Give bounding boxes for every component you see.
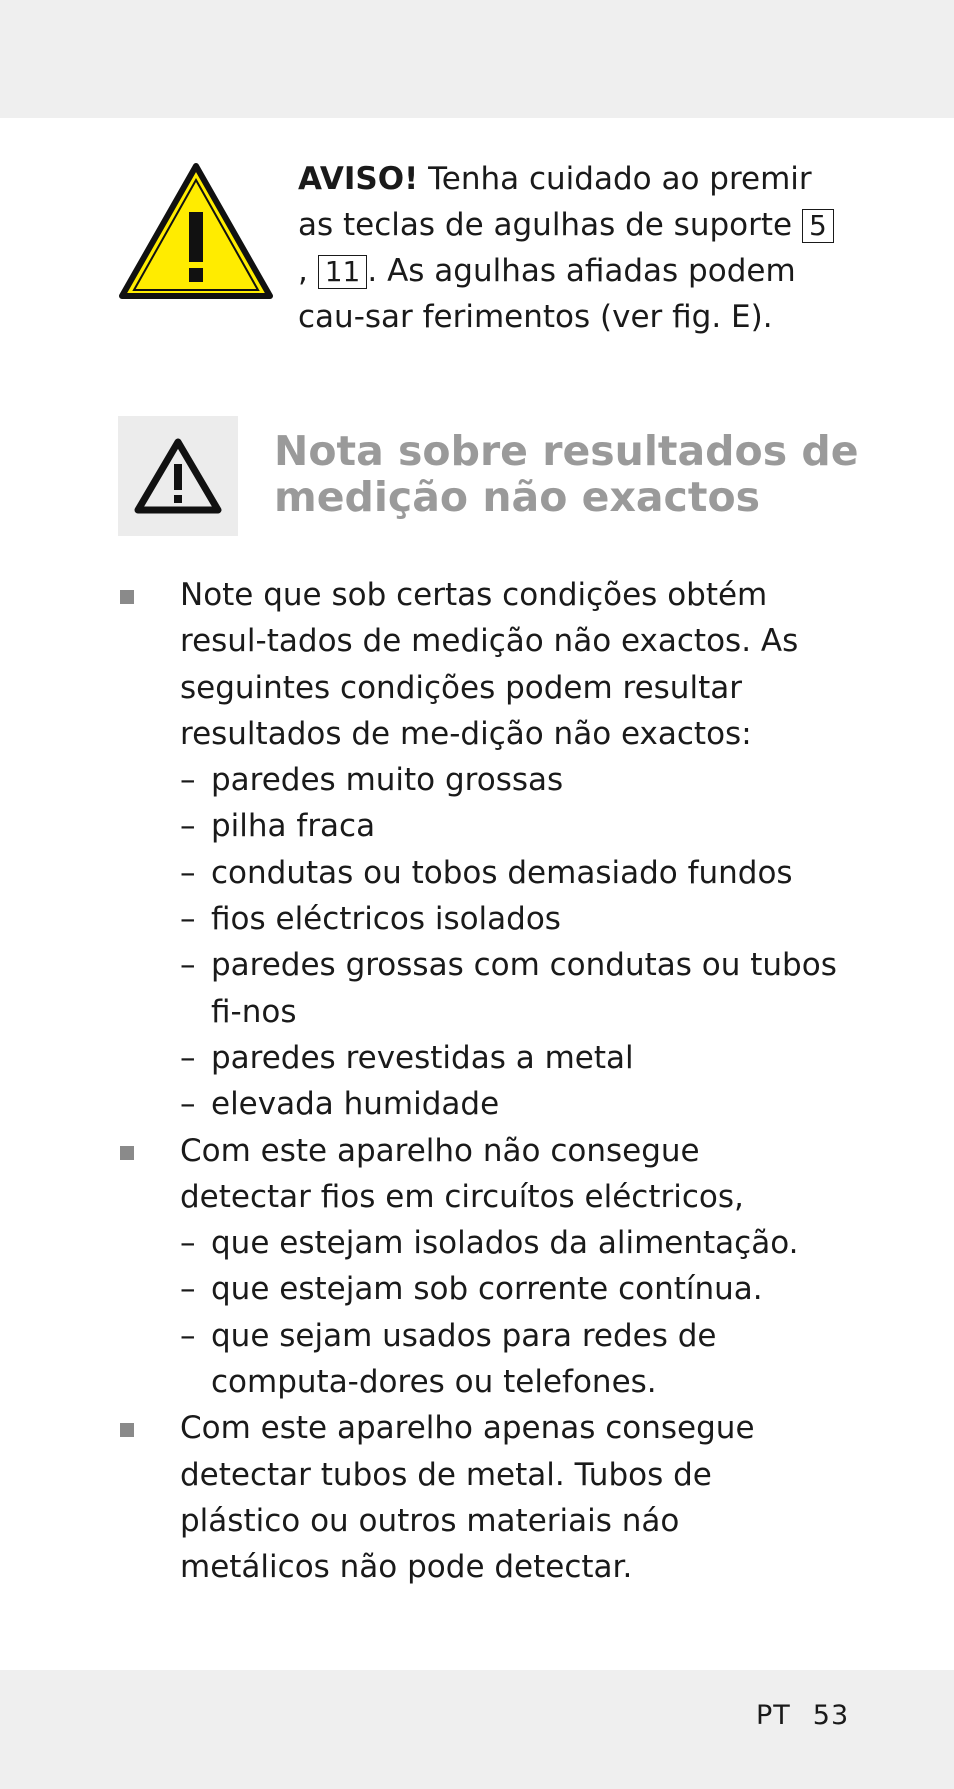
warning-text-3: . As agulhas afiadas podem cau-sar ferimentos (ver fig. E). <box>298 253 796 335</box>
bullet-square <box>120 1423 134 1437</box>
note-icon-box <box>118 416 238 536</box>
notes-list <box>118 572 838 1591</box>
warning-text-2: , <box>298 253 308 289</box>
sub-item: – paredes muito grossas <box>180 762 564 799</box>
warning-text-1: Tenha cuidado ao premir as teclas de agulhas de suporte <box>298 161 812 243</box>
ref-5: 5 <box>802 209 834 243</box>
sub-item: – fios eléctricos isolados <box>180 901 561 938</box>
warning-triangle-icon <box>118 162 274 302</box>
sub-item: – que estejam sob corrente contínua. <box>180 1271 763 1308</box>
warning-label: AVISO! <box>298 161 419 197</box>
page-footer <box>756 1700 871 1731</box>
bullet-square <box>120 590 134 604</box>
language-code: PT <box>756 1700 791 1731</box>
top-band <box>0 0 954 118</box>
caution-icon <box>134 436 222 516</box>
sub-item: – que sejam usados para redes de computa-dores ou telefones. <box>180 1317 717 1401</box>
ref-11: 11 <box>318 255 368 289</box>
bullet-square <box>120 1146 134 1160</box>
list-item <box>118 572 838 1128</box>
warning-text <box>298 156 838 340</box>
section-heading <box>274 428 874 520</box>
heading-line-1: Nota sobre resultados de <box>274 427 859 475</box>
sub-item: – que estejam isolados da alimentação. <box>180 1225 799 1262</box>
item-text: Com este aparelho apenas consegue detectar tubos de metal. Tubos de plástico ou outros materiais náo metálicos não pode detectar. <box>180 1410 755 1586</box>
heading-line-2: medição não exactos <box>274 473 761 521</box>
list-item <box>118 1405 838 1590</box>
sub-item: – condutas ou tobos demasiado fundos <box>180 854 793 891</box>
sub-item: – pilha fraca <box>180 808 376 845</box>
item-text: Com este aparelho não consegue detectar fios em circuítos eléctricos, <box>180 1132 744 1215</box>
sub-item: – paredes grossas com condutas ou tubos fi-nos <box>180 947 837 1030</box>
page-number: 53 <box>812 1700 850 1731</box>
sub-item: – elevada humidade <box>180 1086 500 1123</box>
sub-item: – paredes revestidas a metal <box>180 1039 634 1076</box>
list-item <box>118 1128 838 1406</box>
item-text: Note que sob certas condições obtém resul-tados de medição não exactos. As seguintes condições podem resultar resultados de me-dição não exactos: <box>180 577 799 752</box>
